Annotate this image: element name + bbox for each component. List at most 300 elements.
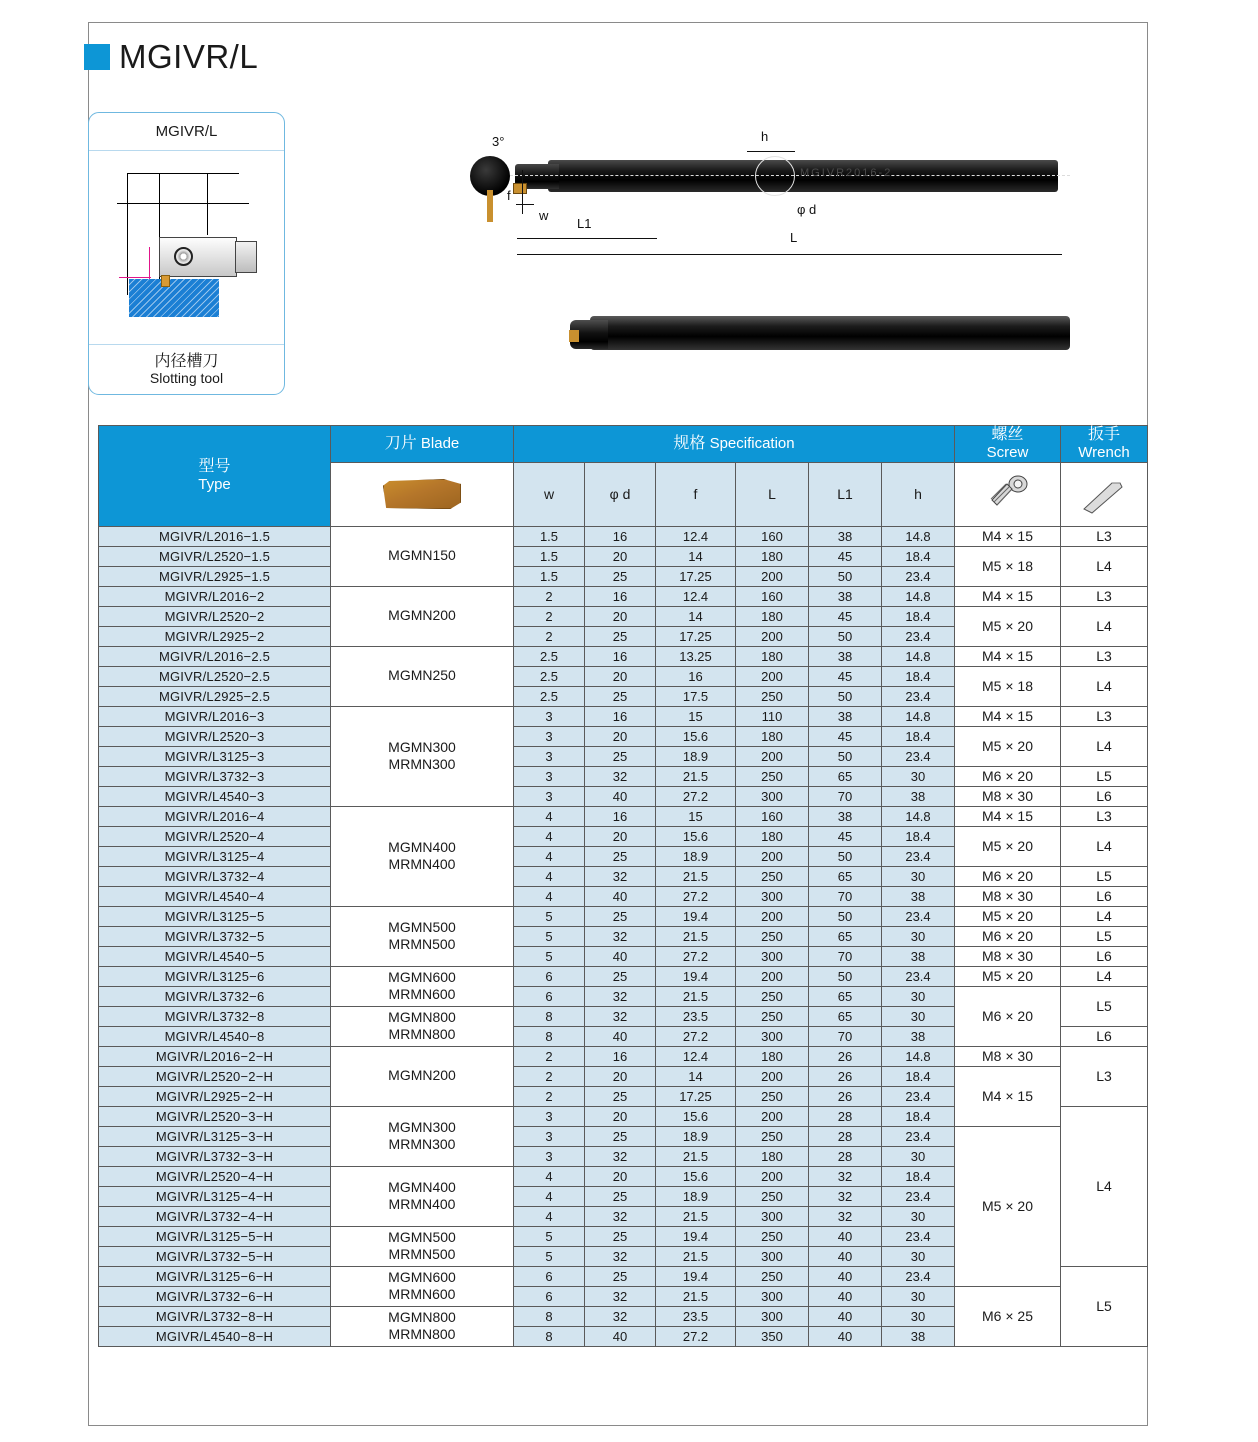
cell-l1: 40 [809, 1306, 882, 1326]
cell-type: MGIVR/L3125−6 [99, 966, 331, 986]
cell-w: 4 [514, 1186, 585, 1206]
cell-wrench: L4 [1061, 906, 1148, 926]
cell-l1: 32 [809, 1166, 882, 1186]
header-sub-d: φ d [585, 462, 656, 526]
table-row[interactable] [99, 706, 1148, 726]
cell-l1: 28 [809, 1106, 882, 1126]
cell-wrench: L6 [1061, 946, 1148, 966]
cell-f: 21.5 [656, 926, 736, 946]
cell-l1: 45 [809, 726, 882, 746]
cell-d: 25 [585, 906, 656, 926]
cell-l: 300 [736, 1246, 809, 1266]
cell-screw: M5 × 20 [955, 726, 1061, 766]
cell-w: 5 [514, 926, 585, 946]
cell-d: 32 [585, 1286, 656, 1306]
cell-l: 250 [736, 686, 809, 706]
table-body [99, 526, 1148, 1346]
header-screw-en: Screw [986, 444, 1029, 462]
feed-arrow-horizontal [119, 277, 151, 278]
cell-l: 300 [736, 1026, 809, 1046]
cell-screw: M5 × 18 [955, 546, 1061, 586]
cell-l1: 65 [809, 986, 882, 1006]
cell-d: 40 [585, 886, 656, 906]
cell-type: MGIVR/L4540−4 [99, 886, 331, 906]
cell-d: 25 [585, 966, 656, 986]
cell-l: 200 [736, 846, 809, 866]
cell-type: MGIVR/L3125−5 [99, 906, 331, 926]
cell-d: 16 [585, 1046, 656, 1066]
angle-label: 3° [492, 134, 505, 149]
cell-type: MGIVR/L4540−3 [99, 786, 331, 806]
cell-f: 18.9 [656, 1186, 736, 1206]
cell-h: 18.4 [882, 666, 955, 686]
cell-l: 250 [736, 766, 809, 786]
cell-l1: 38 [809, 586, 882, 606]
cell-type: MGIVR/L3732−6−H [99, 1286, 331, 1306]
table-row[interactable] [99, 666, 1148, 686]
cell-l1: 26 [809, 1066, 882, 1086]
table-row[interactable] [99, 546, 1148, 566]
cell-blade: MGMN500 MRMN500 [331, 1226, 514, 1266]
cell-wrench: L3 [1061, 646, 1148, 666]
cell-type: MGIVR/L3732−4−H [99, 1206, 331, 1226]
cell-f: 15 [656, 706, 736, 726]
cell-l1: 70 [809, 946, 882, 966]
cell-w: 8 [514, 1006, 585, 1026]
header-sub-l: L [736, 462, 809, 526]
cell-d: 25 [585, 1186, 656, 1206]
cell-type: MGIVR/L2925−2−H [99, 1086, 331, 1106]
cell-d: 32 [585, 1246, 656, 1266]
cell-w: 4 [514, 1206, 585, 1226]
cell-type: MGIVR/L2520−4 [99, 826, 331, 846]
cell-screw: M8 × 30 [955, 886, 1061, 906]
cell-blade: MGMN250 [331, 646, 514, 706]
cell-type: MGIVR/L4540−8−H [99, 1326, 331, 1346]
cell-wrench: L5 [1061, 1266, 1148, 1346]
dim-line-L [517, 254, 1062, 255]
cell-d: 25 [585, 746, 656, 766]
cell-w: 1.5 [514, 566, 585, 586]
cell-f: 15.6 [656, 726, 736, 746]
sketch-line-top [127, 173, 239, 174]
cell-w: 3 [514, 746, 585, 766]
cell-l: 200 [736, 626, 809, 646]
cell-h: 23.4 [882, 566, 955, 586]
cell-l1: 38 [809, 646, 882, 666]
cell-w: 2 [514, 606, 585, 626]
table-row[interactable] [99, 906, 1148, 926]
cell-type: MGIVR/L2016−2−H [99, 1046, 331, 1066]
cell-blade: MGMN300 MRMN300 [331, 706, 514, 806]
cell-l: 200 [736, 966, 809, 986]
cell-l1: 45 [809, 546, 882, 566]
cell-f: 21.5 [656, 1146, 736, 1166]
cell-w: 2 [514, 1046, 585, 1066]
cell-w: 2.5 [514, 686, 585, 706]
header-wrench-cn: 扳手 [1087, 426, 1120, 443]
dim-label-L1: L1 [577, 216, 592, 231]
cell-f: 17.25 [656, 1086, 736, 1106]
cell-d: 40 [585, 946, 656, 966]
cell-h: 14.8 [882, 706, 955, 726]
cell-l: 200 [736, 1166, 809, 1186]
cell-blade: MGMN800 MRMN800 [331, 1006, 514, 1046]
cell-w: 1.5 [514, 526, 585, 546]
cell-f: 27.2 [656, 1326, 736, 1346]
cell-f: 17.25 [656, 626, 736, 646]
table-row[interactable] [99, 866, 1148, 886]
cell-w: 3 [514, 766, 585, 786]
insert-icon [383, 479, 461, 509]
cell-l: 200 [736, 746, 809, 766]
card-diagram [89, 151, 284, 345]
cell-w: 4 [514, 846, 585, 866]
cell-l: 300 [736, 1306, 809, 1326]
cell-type: MGIVR/L3125−4−H [99, 1186, 331, 1206]
cell-f: 12.4 [656, 586, 736, 606]
dim-line-f [522, 170, 523, 214]
cell-w: 5 [514, 1246, 585, 1266]
table-header-row-1 [99, 426, 1148, 463]
cell-h: 14.8 [882, 1046, 955, 1066]
cell-f: 14 [656, 546, 736, 566]
cell-l: 180 [736, 1146, 809, 1166]
cell-blade: MGMN300 MRMN300 [331, 1106, 514, 1166]
cell-w: 8 [514, 1306, 585, 1326]
cell-h: 30 [882, 766, 955, 786]
cell-type: MGIVR/L2520−3 [99, 726, 331, 746]
card-footer-en: Slotting tool [149, 369, 224, 386]
cell-w: 2 [514, 626, 585, 646]
cell-h: 18.4 [882, 1166, 955, 1186]
cell-l1: 40 [809, 1266, 882, 1286]
cell-wrench: L3 [1061, 706, 1148, 726]
table-row[interactable] [99, 726, 1148, 746]
header-blade-en: Blade [420, 434, 460, 452]
cell-type: MGIVR/L4540−8 [99, 1026, 331, 1046]
cell-blade: MGMN150 [331, 526, 514, 586]
cell-l1: 32 [809, 1206, 882, 1226]
cell-w: 4 [514, 886, 585, 906]
cell-f: 13.25 [656, 646, 736, 666]
table-row[interactable] [99, 886, 1148, 906]
cell-type: MGIVR/L4540−5 [99, 946, 331, 966]
cell-f: 16 [656, 666, 736, 686]
cell-h: 38 [882, 1326, 955, 1346]
cell-l: 250 [736, 866, 809, 886]
end-view-insert-icon [487, 190, 493, 222]
cell-w: 4 [514, 866, 585, 886]
cell-l1: 38 [809, 526, 882, 546]
cell-d: 25 [585, 626, 656, 646]
feed-arrow-vertical [149, 247, 150, 279]
cell-h: 23.4 [882, 846, 955, 866]
cell-l: 250 [736, 986, 809, 1006]
cell-type: MGIVR/L3732−3 [99, 766, 331, 786]
cell-wrench: L3 [1061, 526, 1148, 546]
cell-h: 23.4 [882, 1086, 955, 1106]
cell-l: 250 [736, 1186, 809, 1206]
cell-d: 16 [585, 526, 656, 546]
cell-w: 8 [514, 1026, 585, 1046]
cell-d: 25 [585, 846, 656, 866]
cell-l: 200 [736, 1066, 809, 1086]
cell-type: MGIVR/L2520−2−H [99, 1066, 331, 1086]
cell-screw: M4 × 15 [955, 586, 1061, 606]
table-row[interactable] [99, 946, 1148, 966]
header-sub-f: f [656, 462, 736, 526]
cell-type: MGIVR/L3732−5−H [99, 1246, 331, 1266]
cell-d: 40 [585, 1326, 656, 1346]
cell-h: 30 [882, 1306, 955, 1326]
cell-d: 32 [585, 766, 656, 786]
cell-l1: 45 [809, 826, 882, 846]
cell-l1: 28 [809, 1146, 882, 1166]
cell-f: 23.5 [656, 1306, 736, 1326]
cell-l1: 45 [809, 606, 882, 626]
cell-wrench: L5 [1061, 766, 1148, 786]
cell-d: 16 [585, 806, 656, 826]
cell-screw: M6 × 25 [955, 1286, 1061, 1346]
cell-w: 3 [514, 706, 585, 726]
cell-type: MGIVR/L2016−4 [99, 806, 331, 826]
cell-blade: MGMN600 MRMN600 [331, 966, 514, 1006]
cell-f: 21.5 [656, 766, 736, 786]
cell-l1: 40 [809, 1246, 882, 1266]
cell-l1: 50 [809, 746, 882, 766]
header-sub-h: h [882, 462, 955, 526]
cell-l: 180 [736, 726, 809, 746]
cell-f: 15.6 [656, 1106, 736, 1126]
cell-w: 4 [514, 826, 585, 846]
cell-h: 23.4 [882, 1126, 955, 1146]
table-row[interactable] [99, 926, 1148, 946]
dim-label-L: L [790, 230, 798, 245]
cell-type: MGIVR/L2016−2 [99, 586, 331, 606]
cell-wrench: L3 [1061, 586, 1148, 606]
cell-h: 18.4 [882, 1066, 955, 1086]
cell-type: MGIVR/L2925−2 [99, 626, 331, 646]
cell-screw: M6 × 20 [955, 926, 1061, 946]
cell-screw: M5 × 20 [955, 826, 1061, 866]
cell-w: 2.5 [514, 666, 585, 686]
cell-type: MGIVR/L3125−6−H [99, 1266, 331, 1286]
cell-f: 19.4 [656, 1226, 736, 1246]
cell-d: 40 [585, 786, 656, 806]
table-row[interactable] [99, 1126, 1148, 1146]
cell-wrench: L3 [1061, 1046, 1148, 1106]
cell-type: MGIVR/L2925−2.5 [99, 686, 331, 706]
cell-l: 180 [736, 646, 809, 666]
cell-l: 200 [736, 566, 809, 586]
table-row[interactable] [99, 586, 1148, 606]
table-row[interactable] [99, 826, 1148, 846]
cell-l1: 40 [809, 1286, 882, 1306]
cell-type: MGIVR/L3125−4 [99, 846, 331, 866]
cell-d: 16 [585, 706, 656, 726]
cell-h: 30 [882, 1006, 955, 1026]
cell-l: 180 [736, 1046, 809, 1066]
cell-w: 5 [514, 906, 585, 926]
table-row[interactable] [99, 526, 1148, 546]
cell-h: 38 [882, 886, 955, 906]
cell-h: 23.4 [882, 1186, 955, 1206]
cell-wrench: L3 [1061, 806, 1148, 826]
product-photo [560, 300, 1075, 372]
tool-holder-tail [235, 241, 257, 273]
header-screw [955, 426, 1061, 463]
cell-l1: 70 [809, 886, 882, 906]
cell-h: 38 [882, 1026, 955, 1046]
cell-type: MGIVR/L3125−5−H [99, 1226, 331, 1246]
cell-screw: M4 × 15 [955, 706, 1061, 726]
cell-w: 4 [514, 806, 585, 826]
cell-w: 6 [514, 1266, 585, 1286]
cell-d: 20 [585, 726, 656, 746]
cell-d: 20 [585, 606, 656, 626]
header-wrench [1061, 426, 1148, 463]
cell-d: 32 [585, 1006, 656, 1026]
cell-type: MGIVR/L2520−2.5 [99, 666, 331, 686]
table-row[interactable] [99, 806, 1148, 826]
technical-drawing [470, 126, 1090, 276]
cell-f: 18.9 [656, 746, 736, 766]
cell-h: 23.4 [882, 1266, 955, 1286]
screw-sample-image [955, 462, 1061, 526]
cell-l: 160 [736, 586, 809, 606]
cell-wrench: L6 [1061, 1026, 1148, 1046]
cell-screw: M6 × 20 [955, 986, 1061, 1046]
cell-type: MGIVR/L3732−5 [99, 926, 331, 946]
cell-l1: 50 [809, 686, 882, 706]
table-row[interactable] [99, 766, 1148, 786]
cell-l1: 70 [809, 1026, 882, 1046]
cell-d: 25 [585, 1226, 656, 1246]
cell-l: 250 [736, 1226, 809, 1246]
cell-d: 32 [585, 866, 656, 886]
cell-wrench: L4 [1061, 726, 1148, 766]
cell-w: 3 [514, 726, 585, 746]
cell-screw: M5 × 20 [955, 606, 1061, 646]
cell-l: 160 [736, 806, 809, 826]
table-row[interactable] [99, 606, 1148, 626]
cell-d: 16 [585, 586, 656, 606]
cell-d: 25 [585, 1266, 656, 1286]
cell-h: 18.4 [882, 606, 955, 626]
cell-d: 16 [585, 646, 656, 666]
cell-type: MGIVR/L2520−1.5 [99, 546, 331, 566]
cell-f: 21.5 [656, 1286, 736, 1306]
cell-l: 250 [736, 1006, 809, 1026]
cell-h: 18.4 [882, 826, 955, 846]
header-type-cn: 型号 [198, 458, 231, 475]
cell-l1: 26 [809, 1046, 882, 1066]
table-row[interactable] [99, 1046, 1148, 1066]
header-blade-cn: 刀片 [384, 434, 417, 452]
cell-d: 32 [585, 1306, 656, 1326]
cell-w: 3 [514, 1146, 585, 1166]
cell-w: 6 [514, 1286, 585, 1306]
cell-l1: 50 [809, 966, 882, 986]
cell-blade: MGMN200 [331, 586, 514, 646]
cell-screw: M4 × 15 [955, 646, 1061, 666]
cell-type: MGIVR/L2016−2.5 [99, 646, 331, 666]
cell-screw: M5 × 20 [955, 966, 1061, 986]
wrench-sample-image [1061, 462, 1148, 526]
cell-wrench: L6 [1061, 886, 1148, 906]
cell-type: MGIVR/L2520−4−H [99, 1166, 331, 1186]
dim-line-w [516, 204, 534, 205]
cell-l: 250 [736, 1126, 809, 1146]
cell-screw: M8 × 30 [955, 786, 1061, 806]
cell-type: MGIVR/L2016−3 [99, 706, 331, 726]
table-row[interactable] [99, 646, 1148, 666]
header-screw-cn: 螺丝 [991, 426, 1024, 443]
cell-l1: 28 [809, 1126, 882, 1146]
header-type-en: Type [198, 476, 231, 494]
end-view-circle [470, 156, 510, 196]
header-sub-l1: L1 [809, 462, 882, 526]
table-row[interactable] [99, 1066, 1148, 1086]
cell-w: 5 [514, 946, 585, 966]
cell-f: 21.5 [656, 866, 736, 886]
cell-h: 30 [882, 1206, 955, 1226]
tool-info-card [88, 112, 285, 395]
cell-w: 4 [514, 1166, 585, 1186]
cutting-insert-icon [161, 275, 170, 287]
table-row[interactable] [99, 966, 1148, 986]
cell-l: 250 [736, 1266, 809, 1286]
cell-wrench: L6 [1061, 786, 1148, 806]
cell-wrench: L5 [1061, 866, 1148, 886]
cell-w: 2.5 [514, 646, 585, 666]
cell-h: 23.4 [882, 1226, 955, 1246]
cell-f: 15.6 [656, 1166, 736, 1186]
cell-blade: MGMN800 MRMN800 [331, 1306, 514, 1346]
cell-w: 3 [514, 1126, 585, 1146]
cell-l: 300 [736, 786, 809, 806]
cell-screw: M8 × 30 [955, 946, 1061, 966]
cell-screw: M5 × 20 [955, 1126, 1061, 1286]
cell-f: 15.6 [656, 826, 736, 846]
cell-h: 23.4 [882, 626, 955, 646]
cell-h: 30 [882, 866, 955, 886]
table-row[interactable] [99, 1286, 1148, 1306]
cell-l: 350 [736, 1326, 809, 1346]
cell-h: 23.4 [882, 686, 955, 706]
table-row[interactable] [99, 986, 1148, 1006]
cell-w: 8 [514, 1326, 585, 1346]
header-type [99, 426, 331, 527]
cell-wrench: L4 [1061, 966, 1148, 986]
cell-w: 1.5 [514, 546, 585, 566]
dim-line-L1 [517, 238, 657, 239]
cell-l1: 40 [809, 1326, 882, 1346]
cell-type: MGIVR/L3125−3−H [99, 1126, 331, 1146]
clamp-screw-icon [174, 247, 193, 266]
table-row[interactable] [99, 786, 1148, 806]
cell-screw: M6 × 20 [955, 866, 1061, 886]
cell-f: 21.5 [656, 986, 736, 1006]
cell-screw: M4 × 15 [955, 526, 1061, 546]
hex-key-icon [1076, 473, 1132, 515]
cell-type: MGIVR/L3125−3 [99, 746, 331, 766]
cell-d: 25 [585, 566, 656, 586]
header-wrench-en: Wrench [1078, 444, 1130, 462]
cell-w: 5 [514, 1226, 585, 1246]
cell-l1: 65 [809, 926, 882, 946]
